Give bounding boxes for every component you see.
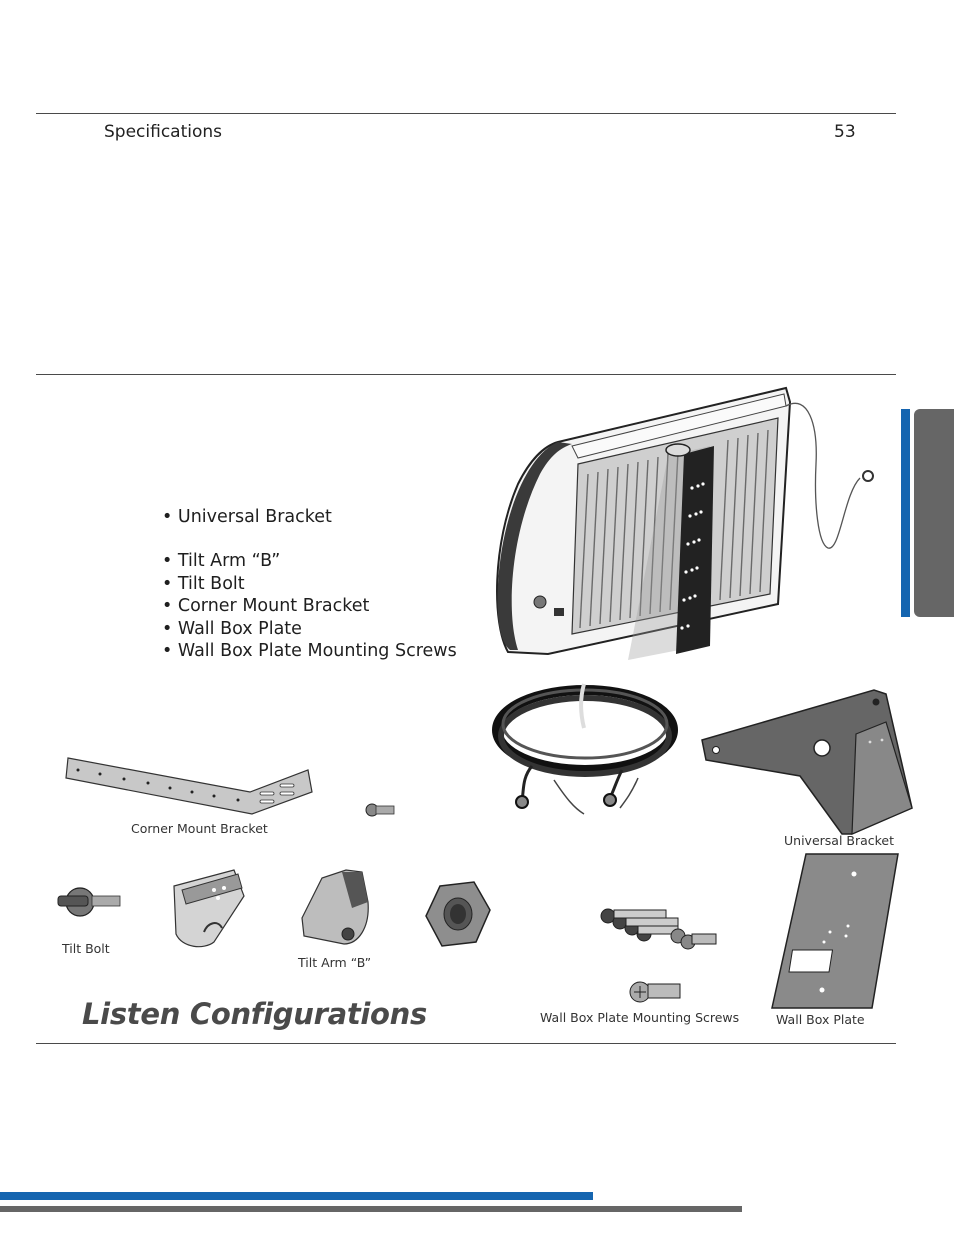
list-item: • Wall Box Plate bbox=[162, 618, 302, 639]
section-header: Specifications bbox=[104, 122, 223, 142]
contents-list bbox=[162, 506, 457, 662]
section-title: Listen Configurations bbox=[82, 997, 427, 1031]
tilt-arm-a-illustration bbox=[164, 866, 250, 948]
footer-blue-stripe bbox=[0, 1192, 593, 1200]
caption-wall-box-plate-screws: Wall Box Plate Mounting Screws bbox=[540, 1010, 740, 1025]
universal-bracket-illustration bbox=[692, 688, 916, 836]
list-item: • Tilt Bolt bbox=[162, 573, 245, 594]
wall-box-plate-illustration bbox=[768, 852, 904, 1014]
mounting-screws-illustration bbox=[598, 900, 722, 1006]
list-item: • Corner Mount Bracket bbox=[162, 596, 370, 617]
list-item: • Tilt Arm “B” bbox=[162, 551, 281, 572]
list-spacer bbox=[162, 528, 457, 550]
caption-corner-mount-bracket: Corner Mount Bracket bbox=[131, 821, 268, 836]
hex-nut-illustration bbox=[424, 880, 492, 950]
corner-mount-bracket-illustration bbox=[62, 752, 316, 816]
header-rule-top bbox=[36, 113, 896, 114]
caption-tilt-bolt: Tilt Bolt bbox=[62, 941, 110, 956]
caption-wall-box-plate: Wall Box Plate bbox=[776, 1012, 865, 1027]
tilt-bolt-illustration bbox=[56, 882, 124, 922]
footer-gray-stripe bbox=[0, 1206, 742, 1212]
section-rule-bottom bbox=[36, 1043, 896, 1044]
caption-universal-bracket: Universal Bracket bbox=[784, 833, 895, 848]
caption-tilt-arm-b: Tilt Arm “B” bbox=[298, 955, 372, 970]
cable-coil-illustration bbox=[492, 678, 682, 823]
side-tab-blue-stripe bbox=[901, 409, 910, 617]
list-item: • Wall Box Plate Mounting Screws bbox=[162, 641, 457, 662]
list-item: • Universal Bracket bbox=[162, 507, 332, 527]
small-screw-illustration bbox=[364, 800, 396, 820]
speaker-unit-illustration bbox=[488, 384, 888, 664]
page-number: 53 bbox=[834, 122, 856, 142]
tilt-arm-b-illustration bbox=[296, 868, 372, 948]
side-tab-gray bbox=[914, 409, 954, 617]
section-rule-middle bbox=[36, 374, 896, 375]
